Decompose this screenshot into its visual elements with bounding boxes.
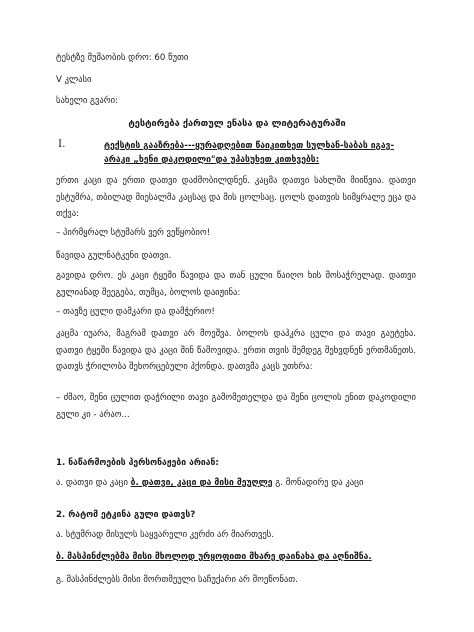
answer-1a: ა. დათვი და კაცი	[56, 478, 128, 488]
grade-label: V კლასი	[56, 75, 92, 85]
story-paragraph-3: გავიდა დრო. ეს კაცი ტყეში წავიდა და თან ცული წაიღო ხის მოსაჭრელად. დათვი გულიანად შეეგება, თუმცა, ბოლოს დაიჟინა:	[56, 271, 416, 298]
answer-1c: გ. მონადირე და კაცი	[275, 478, 364, 488]
name-label: სახელი გვარი:	[56, 96, 118, 106]
story-paragraph-2: წავიდა გულნატკენი დათვი.	[56, 251, 172, 261]
story-quote-3: – ძმაო, შენი ცულით დაჭრილი თავი გამომეთელდა და შენი ცოლის ენით დაკოდილი გული კი - არაო...	[56, 393, 416, 420]
question-1: 1. ნაწარმოების პერსონაჟები არიან:	[56, 458, 219, 468]
question-2: 2. რატომ ეტკინა გული დათვს?	[56, 510, 196, 520]
answer-2a: ა. სტუმრად მისულს საყვარელი კერძი არ მიართვეს.	[56, 530, 274, 540]
answer-2b-correct: ბ. მასპინძლებმა მისი მხოლოდ ურყოფითი მხარე დაინახა და აღნიშნა.	[56, 552, 372, 562]
story-quote-1: – პირმყრალ სტუმარს ვერ ვეწყობიო!	[56, 228, 211, 238]
story-paragraph-1: ერთი კაცი და ერთი დათვი დაძმობილდნენ. კაცმა დათვი სახლში მიიწვია. დათვი ესტუმრა, თბილად მიესალმა კაცსაც და მის ცოლსაც. ცოლს დათვის სიმყრალე ეცა და თქვა:	[56, 176, 416, 219]
page-title: ტესტირება ქართულ ენასა და ლიტერატურაში	[128, 118, 346, 129]
section-instruction: ტექსტის გააზრება---ყურადღებით წაიკითხეთ სულხან-საბას იგავ-არაკი „ხენი დაკოდილი"და უპასუხეთ კითხვებს:	[104, 141, 395, 165]
story-quote-2: – თავზე ცული დამკარი და დამჭერიო!	[56, 307, 215, 317]
story-paragraph-4: კაცმა იუარა, მაგრამ დათვი არ მოეშვა. ბოლოს დაჰკრა ცული და თავი გაუტეხა. დათვი ტყეში წავიდა და კაცი შინ წამოვიდა. ერთი თვის შემდეგ შეხვდნენ ერთმანეთს. დათვს ჭრილობა შეხორცებული ჰქონდა. დათვმა კაცს უთხრა:	[56, 329, 416, 372]
section-number: I.	[58, 138, 66, 150]
answer-2c: გ. მასპინძლებს მისი მორთმეული საჩუქარი არ მოეწონათ.	[56, 575, 298, 585]
answer-1b-correct: ბ. დათვი, კაცი და მისი მეუღლე	[130, 478, 273, 488]
test-time: ტესტზე მუშაობის დრო: 60 წუთი	[56, 53, 189, 63]
question-1-answers	[56, 477, 416, 489]
